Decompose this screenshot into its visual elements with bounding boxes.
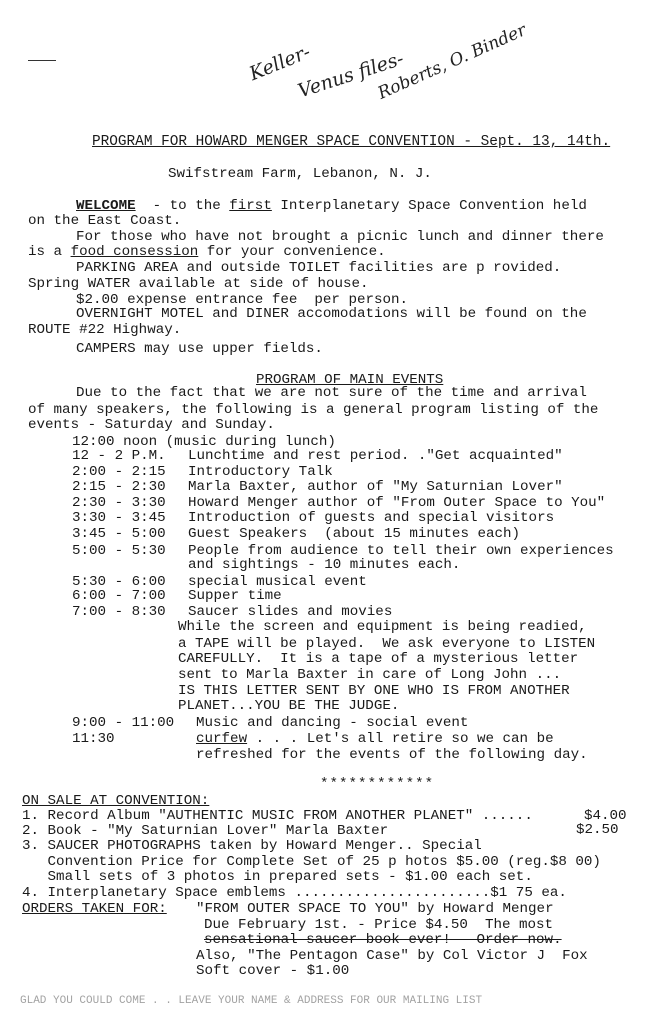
schedule-row: and sightings - 10 minutes each. xyxy=(188,557,461,573)
schedule-row: 2:00 - 2:15 Introductory Talk xyxy=(72,464,333,480)
parking-line: PARKING AREA and outside TOILET facilities are p rovided. xyxy=(76,260,562,276)
footer-cut-text: GLAD YOU COULD COME . . LEAVE YOUR NAME & ADDRESS FOR OUR MAILING LIST xyxy=(20,995,483,1007)
late-event-time-2: 11:30 xyxy=(72,731,115,747)
orders-line-4: Also, "The Pentagon Case" by Col Victor J Fox xyxy=(196,948,588,964)
handwritten-note-venus-files: Venus files- xyxy=(295,47,407,103)
noon-line: 12:00 noon (music during lunch) xyxy=(72,434,336,450)
sale-item-1: 1. Record Album "AUTHENTIC MUSIC FROM ANOTHER PLANET" ...... xyxy=(22,808,533,824)
sale-item-3-line-3: Small sets of 3 photos in prepared sets - $1.00 each set. xyxy=(22,869,533,885)
tape-line-3: CAREFULLY. It is a tape of a mysterious letter xyxy=(178,651,579,667)
handwritten-note-keller: Keller- xyxy=(246,40,314,86)
schedule-row: 3:30 - 3:45 Introduction of guests and special visitors xyxy=(72,510,555,526)
schedule-row: 7:00 - 8:30 Saucer slides and movies xyxy=(72,604,393,620)
page-title: PROGRAM FOR HOWARD MENGER SPACE CONVENTION - Sept. 13, 14th. xyxy=(92,134,611,150)
separator-stars: ************ xyxy=(320,776,435,792)
welcome-line-2: on the East Coast. xyxy=(28,213,182,229)
picnic-line-1: For those who have not brought a picnic lunch and dinner there xyxy=(76,229,604,245)
schedule-row: 5:30 - 6:00 special musical event xyxy=(72,574,367,590)
tape-line-4: sent to Marla Baxter in care of Long John ... xyxy=(178,667,562,683)
program-intro-3: events - Saturday and Sunday. xyxy=(28,417,275,433)
sale-price-1: $4.00 xyxy=(584,808,627,824)
orders-line-5: Soft cover - $1.00 xyxy=(196,963,350,979)
motel-line-2: ROUTE #22 Highway. xyxy=(28,322,182,338)
sale-item-3: 3. SAUCER PHOTOGRAPHS taken by Howard Menger.. Special xyxy=(22,838,482,854)
tape-line-5: IS THIS LETTER SENT BY ONE WHO IS FROM ANOTHER xyxy=(178,683,570,699)
sale-item-2: 2. Book - "My Saturnian Lover" Marla Baxter xyxy=(22,823,389,839)
location-line: Swifstream Farm, Lebanon, N. J. xyxy=(168,166,432,182)
water-line: Spring WATER available at side of house. xyxy=(28,276,369,292)
schedule-row: 12 - 2 P.M. Lunchtime and rest period. ."Get acquainted" xyxy=(72,448,563,464)
program-intro-2: of many speakers, the following is a general program listing of the xyxy=(28,402,599,418)
motel-line-1: OVERNIGHT MOTEL and DINER accomodations will be found on the xyxy=(76,306,587,322)
sale-item-3-line-2: Convention Price for Complete Set of 25 p hotos $5.00 (reg.$8 00) xyxy=(22,854,601,870)
orders-line-1: "FROM OUTER SPACE TO YOU" by Howard Menger xyxy=(196,901,554,917)
tape-line-2: a TAPE will be played. We ask everyone to LISTEN xyxy=(178,636,596,652)
sale-price-2: $2.50 xyxy=(576,822,619,838)
campers-line: CAMPERS may use upper fields. xyxy=(76,341,323,357)
late-event-desc-1: Music and dancing - social event xyxy=(196,715,469,731)
program-intro-1: Due to the fact that we are not sure of the time and arrival xyxy=(76,385,587,401)
orders-label: ORDERS TAKEN FOR: xyxy=(22,901,167,917)
orders-line-3: sensational saucer book ever! Order now. xyxy=(204,932,562,948)
late-event-time-1: 9:00 - 11:00 xyxy=(72,715,175,731)
program-heading: PROGRAM OF MAIN EVENTS xyxy=(256,372,444,388)
sale-item-4: 4. Interplanetary Space emblems .......................$1 75 ea. xyxy=(22,885,567,901)
orders-line-2: Due February 1st. - Price $4.50 The most xyxy=(204,917,554,933)
schedule-row: 2:30 - 3:30 Howard Menger author of "From Outer Space to You" xyxy=(72,495,606,511)
tape-line-1: While the screen and equipment is being readied, xyxy=(178,619,587,635)
late-event-desc-2: curfew . . . Let's all retire so we can be xyxy=(196,731,554,747)
schedule-row: 2:15 - 2:30 Marla Baxter, author of "My Saturnian Lover" xyxy=(72,479,563,495)
late-event-desc-3: refreshed for the events of the following day. xyxy=(196,747,588,763)
handwritten-note-roberts-binder: Roberts, O. Binder xyxy=(374,20,530,104)
schedule-row: 5:00 - 5:30 People from audience to tell their own experiences xyxy=(72,543,614,559)
schedule-row: 3:45 - 5:00 Guest Speakers (about 15 minutes each) xyxy=(72,526,521,542)
fee-line: $2.00 expense entrance fee per person. xyxy=(76,292,409,308)
schedule-row: 6:00 - 7:00 Supper time xyxy=(72,588,282,604)
welcome-line: WELCOME - to the first Interplanetary Space Convention held xyxy=(76,198,587,214)
tape-line-6: PLANET...YOU BE THE JUDGE. xyxy=(178,698,400,714)
sale-heading: ON SALE AT CONVENTION: xyxy=(22,793,210,809)
picnic-line-2: is a food consession for your convenience. xyxy=(28,244,386,260)
margin-dash xyxy=(28,60,56,61)
